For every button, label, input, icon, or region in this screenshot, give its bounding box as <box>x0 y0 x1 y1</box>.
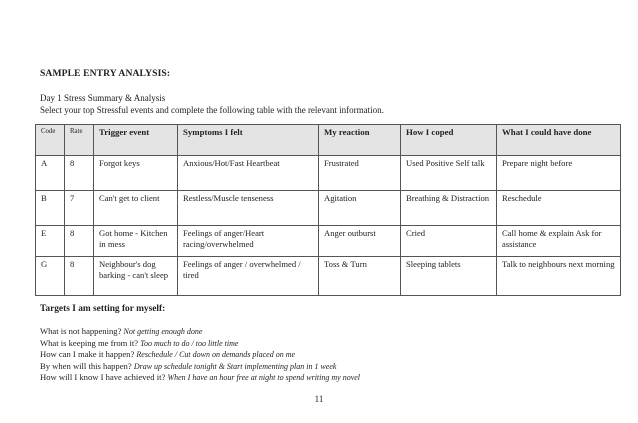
target-answer: Draw up schedule tonight & Start implementing plan in 1 week <box>133 361 337 371</box>
cell-trigger: Forgot keys <box>94 156 178 191</box>
target-answer: Not getting enough done <box>123 327 203 336</box>
table-row <box>36 191 621 226</box>
header-code: Code <box>36 125 65 156</box>
cell-reaction: Anger outburst <box>319 226 401 257</box>
section-heading: SAMPLE ENTRY ANALYSIS: <box>40 68 171 79</box>
cell-could-have-done: Call home & explain Ask for assistance <box>497 226 621 257</box>
stress-table <box>35 124 621 296</box>
cell-reaction: Agitation <box>319 191 401 226</box>
header-rate: Rate <box>65 125 94 156</box>
cell-symptoms: Feelings of anger / overwhelmed / tired <box>178 257 319 296</box>
table-row <box>36 226 621 257</box>
target-answer: Too much to do / too little time <box>140 338 239 348</box>
cell-trigger: Can't get to client <box>94 191 178 226</box>
table-header-row <box>36 125 621 156</box>
target-line <box>40 361 360 373</box>
page-number: 11 <box>314 394 324 404</box>
target-answer: When I have an hour free at night to spend writing my novel <box>167 373 361 383</box>
cell-could-have-done: Prepare night before <box>497 156 621 191</box>
cell-code: A <box>36 156 65 191</box>
header-symptoms: Symptoms I felt <box>178 125 319 156</box>
table-row <box>36 156 621 191</box>
header-could-have-done: What I could have done <box>497 125 621 156</box>
cell-coped: Cried <box>401 226 497 257</box>
intro-line-2: Select your top Stressful events and complete the following table with the relevant information. <box>40 104 384 115</box>
cell-symptoms: Restless/Muscle tenseness <box>178 191 319 226</box>
cell-code: G <box>36 257 65 296</box>
target-question: How can I make it happen? <box>40 349 135 360</box>
cell-reaction: Frustrated <box>319 156 401 191</box>
cell-could-have-done: Talk to neighbours next morning <box>497 257 621 296</box>
cell-trigger: Got home - Kitchen in mess <box>94 226 178 257</box>
header-coped: How I coped <box>401 125 497 156</box>
cell-rate: 8 <box>65 156 94 191</box>
target-question: By when will this happen? <box>40 360 132 371</box>
cell-reaction: Toss & Turn <box>319 257 401 296</box>
target-question: What is not happening? <box>40 326 122 336</box>
cell-coped: Sleeping tablets <box>401 257 497 296</box>
target-question: How will I know I have achieved it? <box>40 372 166 383</box>
target-answer: Reschedule / Cut down on demands placed on me <box>136 350 296 360</box>
cell-code: E <box>36 226 65 257</box>
cell-coped: Breathing & Distraction <box>401 191 497 226</box>
targets-title: Targets I am setting for myself: <box>40 304 166 314</box>
cell-rate: 8 <box>65 257 94 296</box>
intro-line-1: Day 1 Stress Summary & Analysis <box>40 93 166 103</box>
target-line <box>40 349 360 361</box>
targets-list <box>40 326 360 384</box>
target-line <box>40 338 360 350</box>
cell-trigger: Neighbour's dog barking - can't sleep <box>94 257 178 296</box>
cell-rate: 7 <box>65 191 94 226</box>
target-line <box>40 326 360 338</box>
header-trigger-event: Trigger event <box>94 125 178 156</box>
intro-text <box>40 93 384 116</box>
header-reaction: My reaction <box>319 125 401 156</box>
cell-code: B <box>36 191 65 226</box>
cell-coped: Used Positive Self talk <box>401 156 497 191</box>
cell-rate: 8 <box>65 226 94 257</box>
table-row <box>36 257 621 296</box>
target-question: What is keeping me from it? <box>40 337 139 348</box>
cell-symptoms: Anxious/Hot/Fast Heartbeat <box>178 156 319 191</box>
cell-symptoms: Feelings of anger/Heart racing/overwhelmed <box>178 226 319 257</box>
cell-could-have-done: Reschedule <box>497 191 621 226</box>
target-line <box>40 372 360 384</box>
